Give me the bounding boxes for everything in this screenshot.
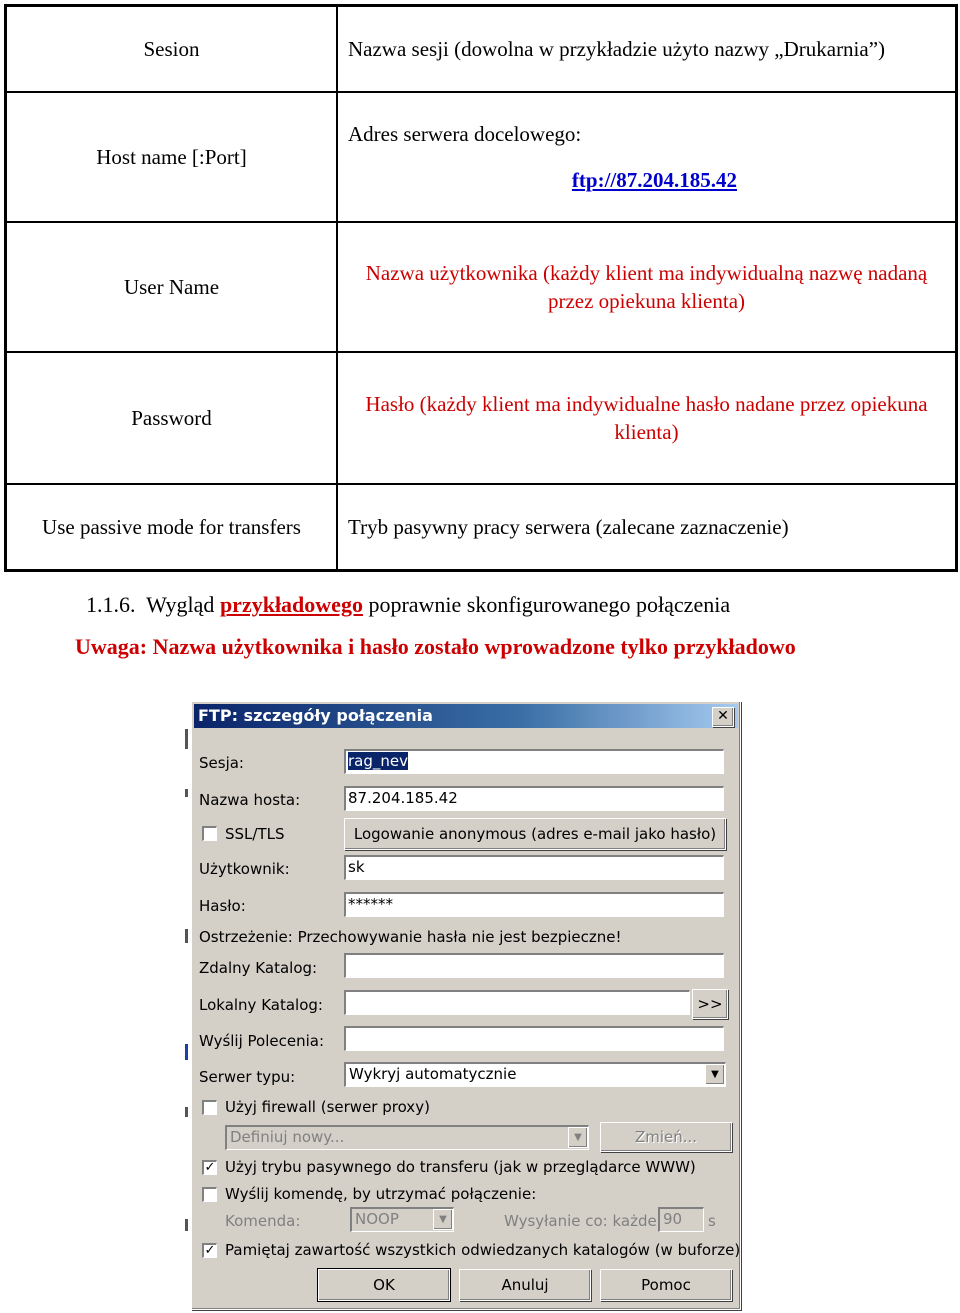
table-row (6, 92, 956, 222)
table-row (6, 222, 956, 352)
dialog-title: FTP: szczegóły połączenia (198, 706, 433, 725)
interval-label: Wysyłanie co: każde (504, 1212, 657, 1230)
table-key: Host name [:Port] (6, 92, 337, 222)
command-label: Komenda: (225, 1212, 301, 1230)
help-button[interactable]: Pomoc (600, 1269, 732, 1301)
close-button[interactable]: ✕ (712, 707, 734, 727)
dialog-titlebar (194, 704, 738, 728)
table-key: Use passive mode for transfers (6, 484, 337, 570)
section-underlined: przykładowego (219, 592, 363, 617)
note-text: Uwaga: Nazwa użytkownika i hasło zostało wprowadzone tylko przykładowo (75, 634, 796, 659)
user-input[interactable]: sk (344, 855, 724, 880)
firewall-select[interactable] (225, 1125, 589, 1150)
password-label: Hasło: (199, 897, 246, 915)
browse-button[interactable]: >> (692, 989, 728, 1019)
password-input[interactable]: ****** (344, 892, 724, 917)
table-row (6, 352, 956, 484)
table-key: Sesion (6, 6, 337, 92)
section-heading (86, 590, 730, 620)
firewall-select-value: Definiuj nowy... (230, 1128, 345, 1146)
ok-button[interactable]: OK (318, 1269, 450, 1301)
user-label: Użytkownik: (199, 860, 290, 878)
server-link[interactable]: ftp://87.204.185.42 (571, 168, 737, 192)
session-label: Sesja: (199, 754, 244, 772)
remote-dir-input[interactable] (344, 953, 724, 978)
dialog-screenshot (185, 699, 742, 1311)
local-dir-label: Lokalny Katalog: (199, 996, 323, 1014)
anonymous-login-button[interactable]: Logowanie anonymous (adres e-mail jako hasło) (344, 818, 726, 850)
ssl-label: SSL/TLS (225, 825, 285, 843)
table-value: Nazwa sesji (dowolna w przykładzie użyto nazwy „Drukarnia”) (337, 6, 956, 92)
chevron-down-icon: ▼ (705, 1064, 725, 1085)
table-value: Tryb pasywny pracy serwera (zalecane zaznaczenie) (337, 484, 956, 570)
settings-table (4, 4, 958, 572)
cancel-button[interactable]: Anuluj (459, 1269, 591, 1301)
firewall-checkbox[interactable] (202, 1100, 217, 1115)
interval-unit: s (708, 1212, 716, 1230)
table-key: Password (6, 352, 337, 484)
table-value-cell (337, 92, 956, 222)
session-value: rag_nev (348, 752, 408, 770)
send-commands-input[interactable] (344, 1026, 724, 1051)
chevron-down-icon: ▼ (568, 1127, 588, 1148)
passive-label: Użyj trybu pasywnego do transferu (jak w przeglądarce WWW) (225, 1158, 696, 1176)
remote-dir-label: Zdalny Katalog: (199, 959, 318, 977)
send-commands-label: Wyślij Polecenia: (199, 1032, 325, 1050)
remember-label: Pamiętaj zawartość wszystkich odwiedzanych katalogów (w buforze) (225, 1241, 741, 1259)
password-warning: Ostrzeżenie: Przechowywanie hasła nie jest bezpieczne! (199, 928, 622, 946)
section-text-after: poprawnie skonfigurowanego połączenia (368, 592, 731, 617)
firewall-label: Użyj firewall (serwer proxy) (225, 1098, 430, 1116)
table-row (6, 6, 956, 92)
command-select[interactable] (350, 1207, 454, 1232)
keepalive-checkbox[interactable] (202, 1187, 217, 1202)
ftp-connection-dialog (191, 701, 741, 1310)
chevron-down-icon: ▼ (433, 1209, 453, 1230)
section-number: 1.1.6. (86, 592, 136, 617)
ssl-checkbox[interactable] (202, 826, 217, 841)
table-value: Hasło (każdy klient ma indywidualne hasło nadane przez opiekuna klienta) (337, 352, 956, 484)
change-button[interactable]: Zmień... (600, 1122, 732, 1152)
section-text-before: Wygląd (146, 592, 215, 617)
passive-checkbox[interactable]: ✓ (202, 1160, 217, 1175)
keepalive-label: Wyślij komendę, by utrzymać połączenie: (225, 1185, 537, 1203)
table-key: User Name (6, 222, 337, 352)
remember-checkbox[interactable]: ✓ (202, 1243, 217, 1258)
table-row (6, 484, 956, 570)
server-type-select[interactable] (344, 1062, 726, 1087)
host-input[interactable]: 87.204.185.42 (344, 786, 724, 811)
host-label: Nazwa hosta: (199, 791, 301, 809)
command-value: NOOP (355, 1210, 399, 1228)
table-value: Nazwa użytkownika (każdy klient ma indywidualną nazwę nadaną przez opiekuna klienta) (337, 222, 956, 352)
server-type-value: Wykryj automatycznie (349, 1065, 517, 1083)
table-value: Adres serwera docelowego: (348, 122, 582, 146)
interval-input[interactable]: 90 (658, 1207, 704, 1232)
session-input[interactable] (344, 749, 724, 774)
local-dir-input[interactable] (344, 990, 690, 1015)
server-type-label: Serwer typu: (199, 1068, 296, 1086)
